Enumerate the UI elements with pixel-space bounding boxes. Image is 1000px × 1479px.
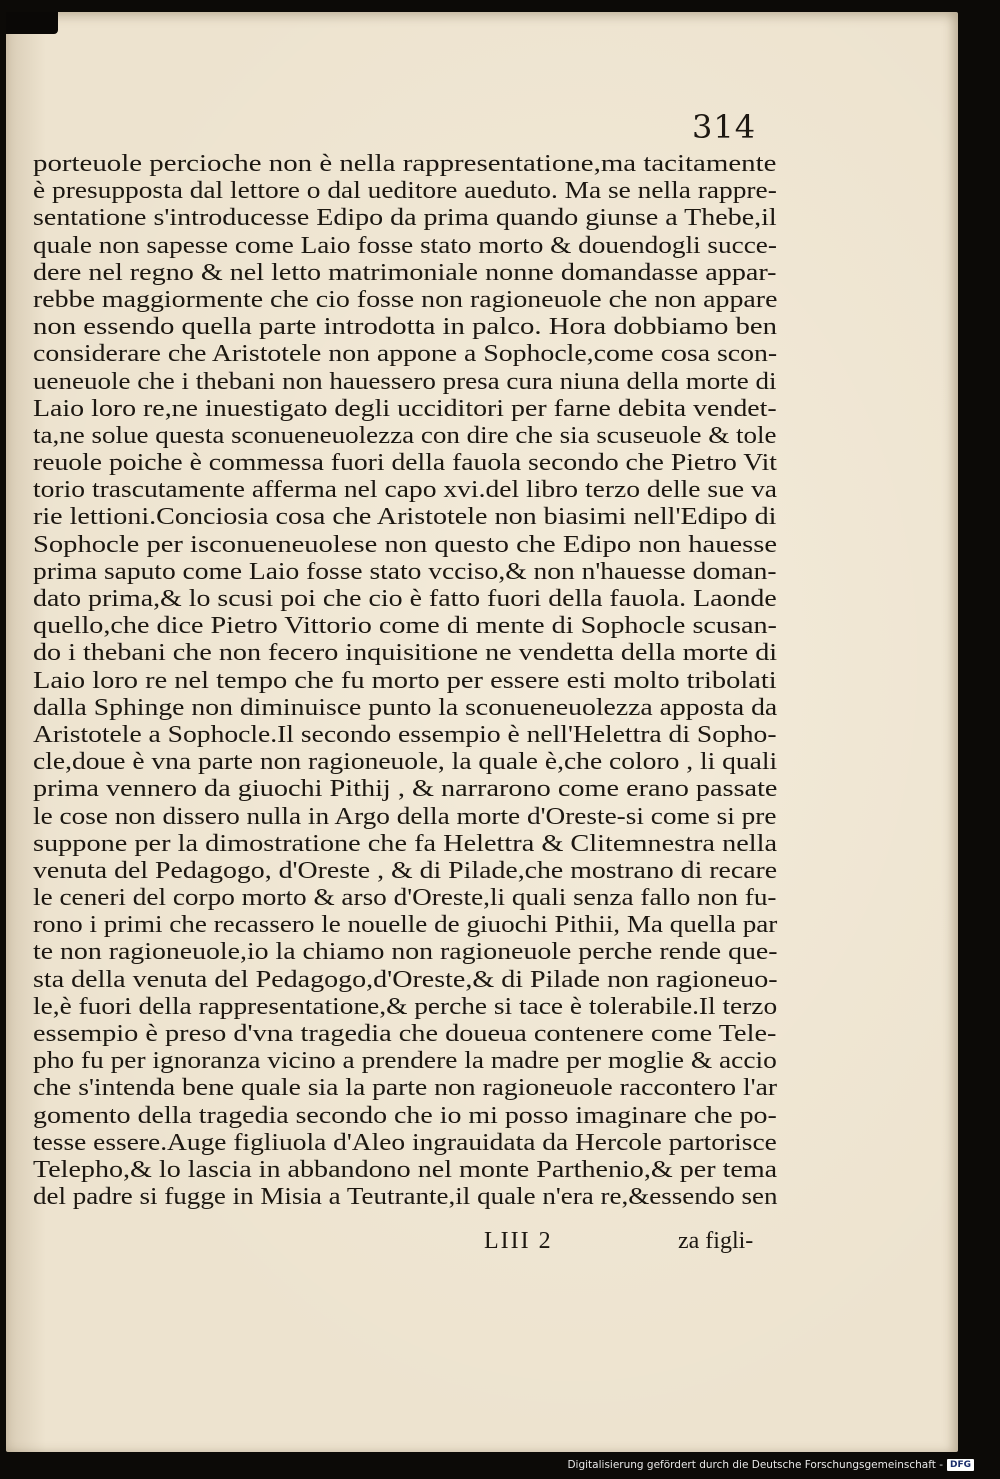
text-line: gomento della tragedia secondo che io mi posso imaginare che po- xyxy=(33,1101,777,1129)
text-line: le cose non dissero nulla in Argo della morte d'Oreste-si come si pre xyxy=(33,802,777,830)
text-line: Laio loro re nel tempo che fu morto per essere esti molto tribolati xyxy=(33,666,777,694)
body-text xyxy=(33,150,777,1210)
text-line: le,è fuori della rappresentatione,& perche si tace è tolerabile.Il terzo xyxy=(33,992,778,1020)
text-line: prima vennero da giuochi Pithij , & narrarono come erano passate xyxy=(33,775,778,803)
text-line: rebbe maggiormente che cio fosse non ragioneuole che non appare xyxy=(33,285,778,313)
dfg-logo: DFG xyxy=(947,1459,974,1471)
signature-mark: LIII 2 xyxy=(484,1228,553,1254)
text-line: ta,ne solue questa sconueneuolezza con dire che sia scuseuole & tole xyxy=(33,421,777,449)
text-line: ueneuole che i thebani non hauessero presa cura niuna della morte di xyxy=(33,367,777,395)
text-line: essempio è preso d'vna tragedia che doueua contenere come Tele- xyxy=(33,1020,777,1047)
text-line: rono i primi che recassero le nouelle de giuochi Pithii, Ma quella par xyxy=(33,911,778,939)
text-line: dere nel regno & nel letto matrimoniale nonne domandasse appar- xyxy=(33,258,777,286)
page-corner-shadow xyxy=(6,12,58,34)
text-line: sentatione s'introducesse Edipo da prima quando giunse a Thebe,il xyxy=(33,204,777,232)
catchword: za figli- xyxy=(678,1228,754,1254)
text-line: porteuole percioche non è nella rappresentatione,ma tacitamente xyxy=(33,150,777,177)
text-line: suppone per la dimostratione che fa Helettra & Clitemnestra nella xyxy=(33,829,778,857)
text-line: reuole poiche è commessa fuori della fauola secondo che Pietro Vit xyxy=(33,449,777,477)
text-line: Sophocle per isconueneuolese non questo che Edipo non hauesse xyxy=(33,530,778,558)
text-line: pho fu per ignoranza vicino a prendere la madre per moglie & accio xyxy=(33,1047,777,1075)
text-line: te non ragioneuole,io la chiamo non ragioneuole perche rende que- xyxy=(33,938,778,966)
text-line: dalla Sphinge non diminuisce punto la sconueneuolezza apposta da xyxy=(33,693,778,721)
text-line: le ceneri del corpo morto & arso d'Oreste,li quali senza fallo non fu- xyxy=(33,884,777,912)
text-line: Aristotele a Sophocle.Il secondo essempio è nell'Helettra di Sopho- xyxy=(33,720,777,748)
text-line: venuta del Pedagogo, d'Oreste , & di Pilade,che mostrano di recare xyxy=(33,856,778,884)
text-line: considerare che Aristotele non appone a Sophocle,come cosa scon- xyxy=(33,340,778,368)
text-line: del padre si fugge in Misia a Teutrante,il quale n'era re,&essendo sen xyxy=(33,1183,778,1211)
text-line: prima saputo come Laio fosse stato vcciso,& non n'hauesse doman- xyxy=(33,557,777,585)
text-line: che s'intenda bene quale sia la parte non ragioneuole raccontero l'ar xyxy=(33,1074,778,1102)
book-page xyxy=(6,12,958,1452)
text-line: non essendo quella parte introdotta in palco. Hora dobbiamo ben xyxy=(33,313,778,341)
text-line: è presupposta dal lettore o dal ueditore aueduto. Ma se nella rappre- xyxy=(33,177,777,205)
text-line: quello,che dice Pietro Vittorio come di mente di Sophocle scusan- xyxy=(33,612,777,640)
text-line: Telepho,& lo lascia in abbandono nel monte Parthenio,& per tema xyxy=(33,1155,778,1183)
text-line: quale non sapesse come Laio fosse stato morto & douendogli succe- xyxy=(33,231,777,259)
text-line: torio trascutamente afferma nel capo xvi.del libro terzo delle sue va xyxy=(33,476,778,504)
credit-text: Digitalisierung gefördert durch die Deutsche Forschungsgemeinschaft - xyxy=(567,1459,943,1471)
text-line: sta della venuta del Pedagogo,d'Oreste,& di Pilade non ragioneuo- xyxy=(33,965,778,993)
text-line: do i thebani che non fecero inquisitione ne vendetta della morte di xyxy=(33,639,778,667)
digitization-credit xyxy=(567,1459,974,1471)
text-line: tesse essere.Auge figliuola d'Aleo ingrauidata da Hercole partorisce xyxy=(33,1128,777,1156)
text-line: Laio loro re,ne inuestigato degli ucciditori per farne debita vendet- xyxy=(33,394,777,422)
text-line: dato prima,& lo scusi poi che cio è fatto fuori della fauola. Laonde xyxy=(33,585,777,612)
text-line: cle,doue è vna parte non ragioneuole, la quale è,che coloro , li quali xyxy=(33,748,778,776)
page-number: 314 xyxy=(692,108,757,146)
text-line: rie lettioni.Conciosia cosa che Aristotele non biasimi nell'Edipo di xyxy=(33,503,777,531)
